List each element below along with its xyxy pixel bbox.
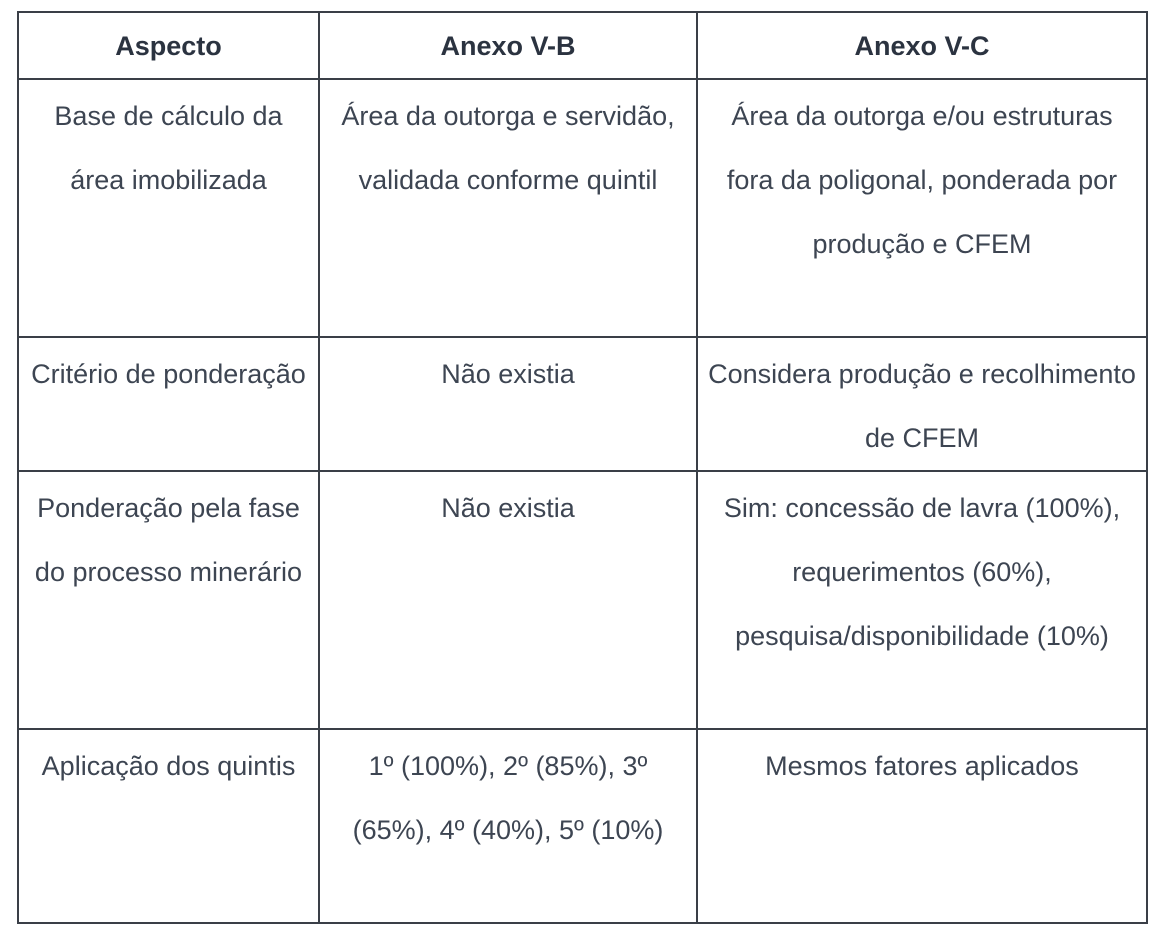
cell-anexo-vc: Sim: concessão de lavra (100%), requerimentos (60%), pesquisa/disponibilidade (10%) <box>697 471 1147 729</box>
cell-anexo-vb: Área da outorga e servidão, validada conforme quintil <box>319 79 697 337</box>
header-aspecto: Aspecto <box>18 12 319 79</box>
cell-anexo-vb: Não existia <box>319 471 697 729</box>
cell-aspecto: Critério de ponderação <box>18 337 319 471</box>
cell-anexo-vc: Mesmos fatores aplicados <box>697 729 1147 923</box>
cell-aspecto: Ponderação pela fase do processo minerário <box>18 471 319 729</box>
cell-aspecto: Base de cálculo da área imobilizada <box>18 79 319 337</box>
cell-aspecto: Aplicação dos quintis <box>18 729 319 923</box>
cell-anexo-vb: 1º (100%), 2º (85%), 3º (65%), 4º (40%), 5º (10%) <box>319 729 697 923</box>
header-anexo-vb: Anexo V-B <box>319 12 697 79</box>
table-row <box>18 729 1147 923</box>
table-row <box>18 337 1147 471</box>
header-anexo-vc: Anexo V-C <box>697 12 1147 79</box>
table-header-row <box>18 12 1147 79</box>
comparison-table <box>17 11 1148 924</box>
cell-anexo-vc: Área da outorga e/ou estruturas fora da poligonal, ponderada por produção e CFEM <box>697 79 1147 337</box>
cell-anexo-vb: Não existia <box>319 337 697 471</box>
cell-anexo-vc: Considera produção e recolhimento de CFEM <box>697 337 1147 471</box>
table-row <box>18 471 1147 729</box>
table-row <box>18 79 1147 337</box>
